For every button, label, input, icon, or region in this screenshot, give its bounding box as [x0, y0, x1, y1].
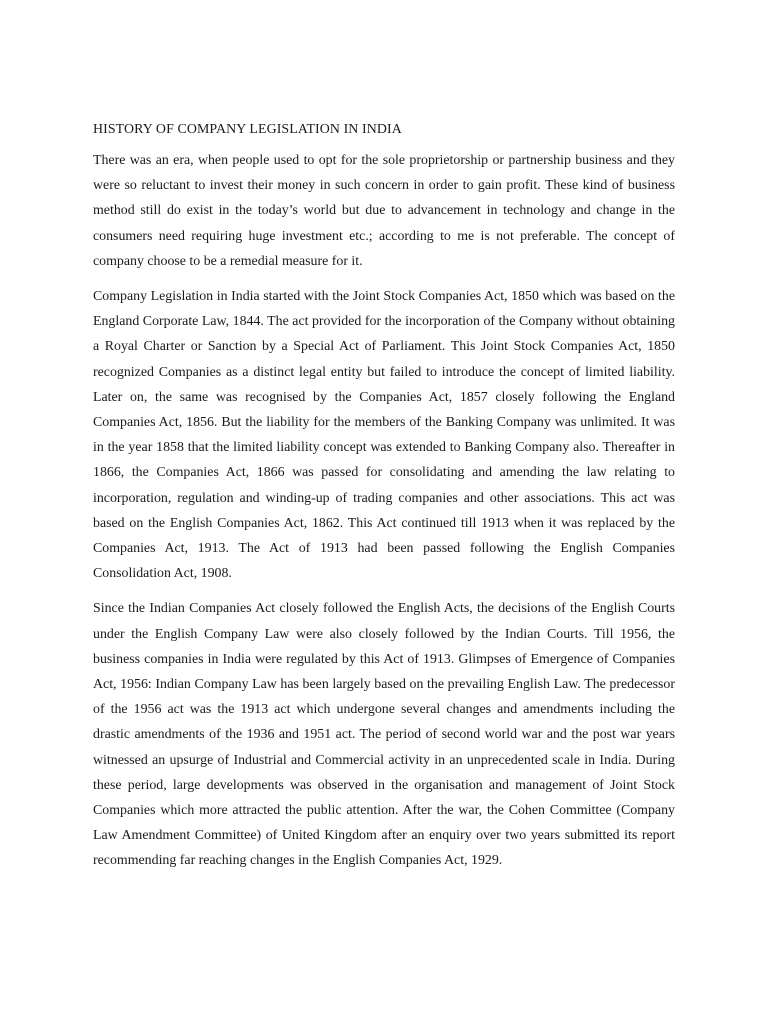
- document-page: [93, 120, 675, 884]
- paragraph-legislation-history: Company Legislation in India started with the Joint Stock Companies Act, 1850 which was based on the England Corporate Law, 1844. The act provided for the incorporation of the Company without obtaining a Royal Charter or Sanction by a Special Act of Parliament. This Joint Stock Companies Act, 1850 recognized Companies as a distinct legal entity but failed to introduce the concept of limited liability. Later on, the same was recognised by the Companies Act, 1857 closely following the England Companies Act, 1856. But the liability for the members of the Banking Company was unlimited. It was in the year 1858 that the limited liability concept was extended to Banking Company also. Thereafter in 1866, the Companies Act, 1866 was passed for consolidating and amending the law relating to incorporation, regulation and winding-up of trading companies and other associations. This act was based on the English Companies Act, 1862. This Act continued till 1913 when it was replaced by the Companies Act, 1913. The Act of 1913 had been passed following the English Companies Consolidation Act, 1908.: [93, 289, 675, 582]
- paragraph-intro: There was an era, when people used to opt for the sole proprietorship or partnership business and they were so reluctant to invest their money in such concern in order to gain profit. These kind of business method still do exist in the today’s world but due to advancement in technology and change in the consumers need requiring huge investment etc.; according to me is not preferable. The concept of company choose to be a remedial measure for it.: [93, 153, 675, 269]
- paragraph-indian-companies-act: Since the Indian Companies Act closely followed the English Acts, the decisions of the English Courts under the English Company Law were also closely followed by the Indian Courts. Till 1956, the business companies in India were regulated by this Act of 1913. Glimpses of Emergence of Companies Act, 1956: Indian Company Law has been largely based on the prevailing English Law. The predecessor of the 1956 act was the 1913 act which undergone several changes and amendments including the drastic amendments of the 1936 and 1951 act. The period of second world war and the post war years witnessed an upsurge of Industrial and Commercial activity in an unprecedented scale in India. During these period, large developments was observed in the organisation and management of Joint Stock Companies which more attracted the public attention. After the war, the Cohen Committee (Company Law Amendment Committee) of United Kingdom after an enquiry over two years submitted its report recommending far reaching changes in the English Companies Act, 1929.: [93, 601, 675, 869]
- document-title: HISTORY OF COMPANY LEGISLATION IN INDIA: [93, 122, 402, 137]
